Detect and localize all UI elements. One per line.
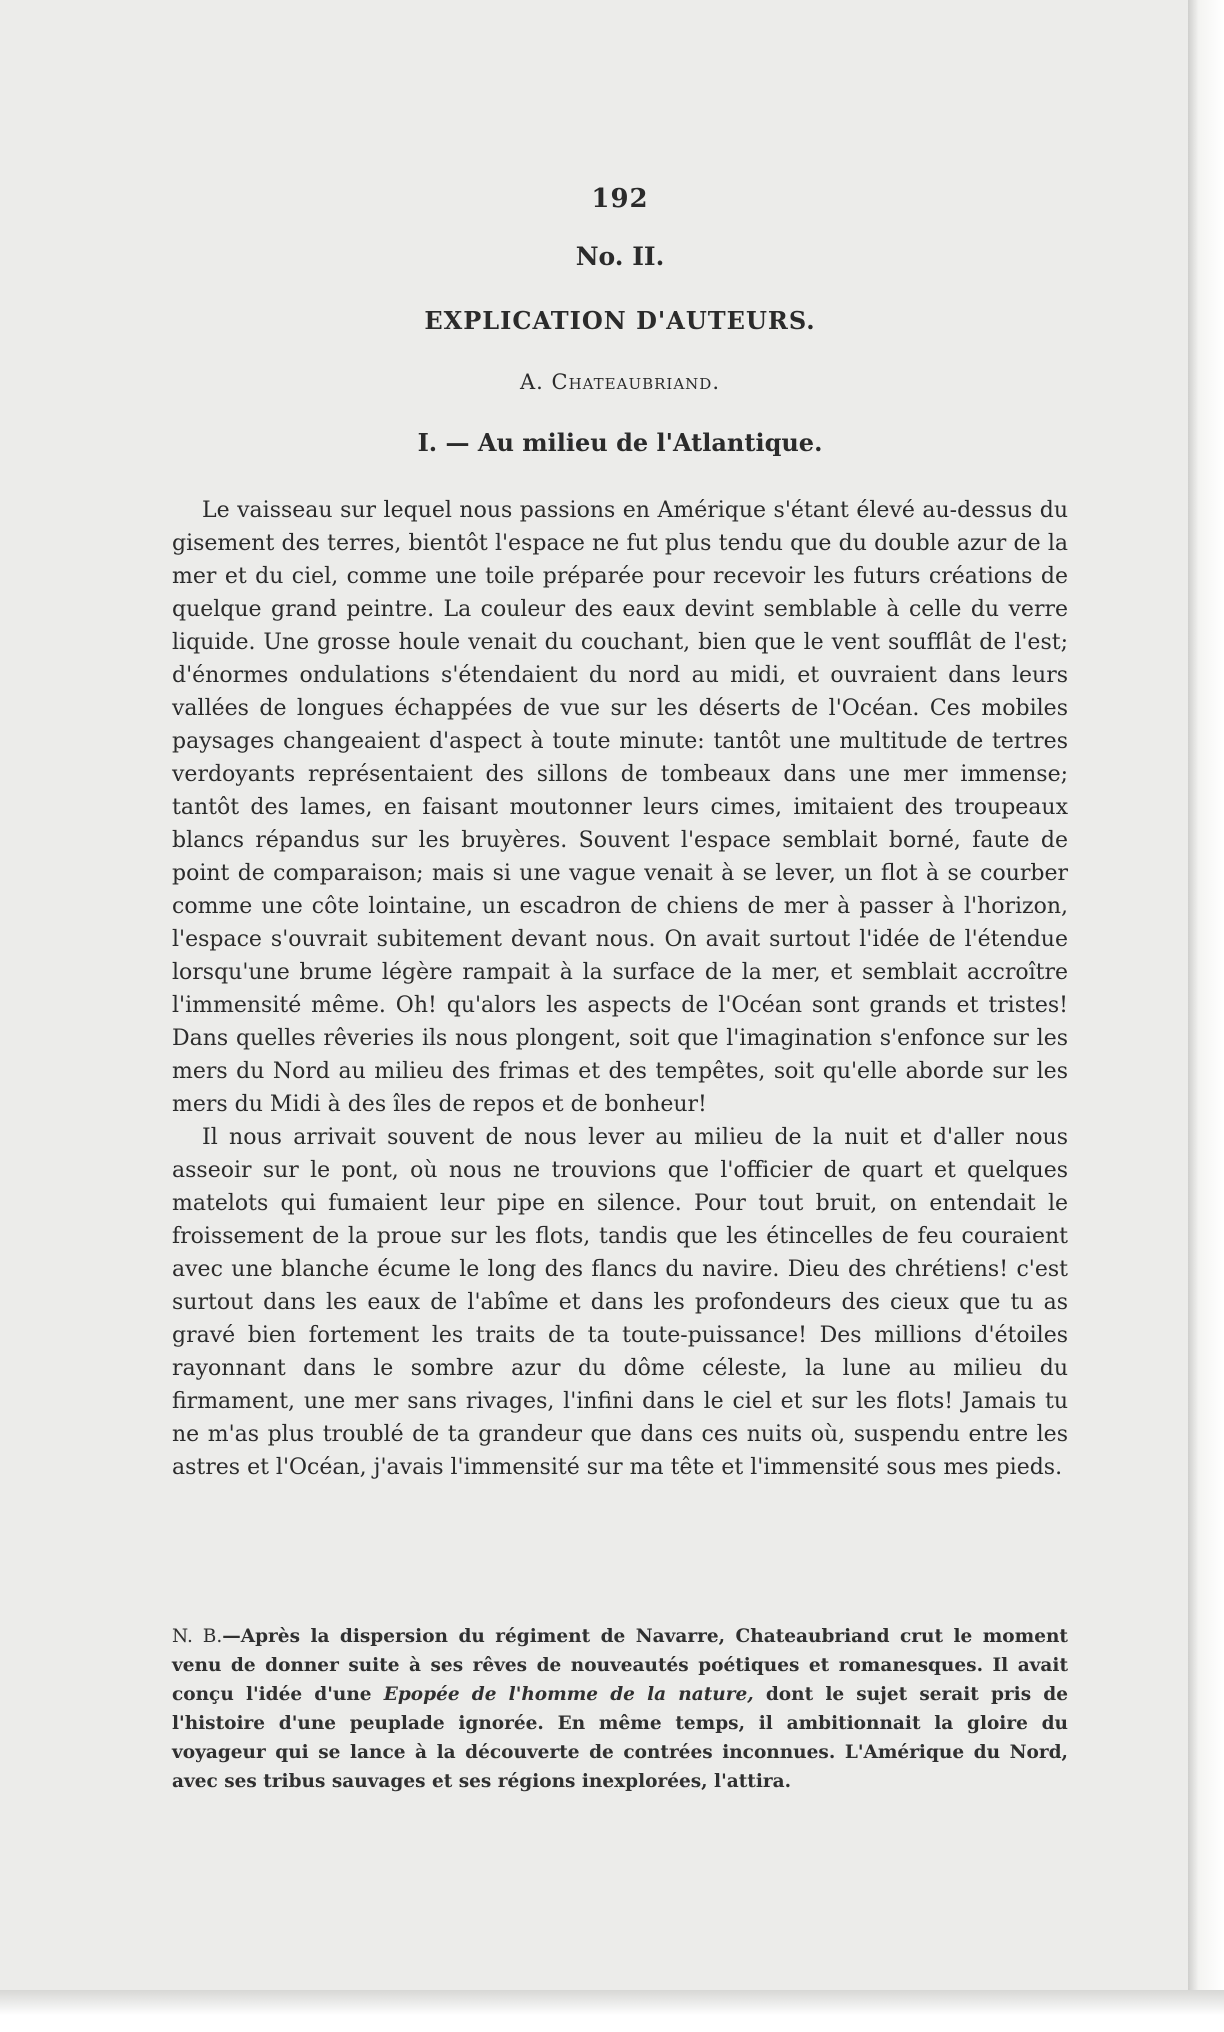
page-edge-bottom [0,1990,1224,2032]
footnote-text: —Après la dispersion du régiment de Navarre, Chateaubriand crut le moment venu de donner suite à ses rêves de nouveautés poétiques et romanesques. Il avait conçu l'idée d'une [172,1626,1068,1705]
footnote-label: N. B. [172,1626,223,1647]
chapter-title: I. — Au milieu de l'Atlantique. [417,428,823,457]
paragraph: Il nous arrivait souvent de nous lever au milieu de la nuit et d'aller nous asseoir sur le pont, où nous ne trouvions que l'officier de quart et quelques matelots qui fumaient leur pipe en silence. Pour tout bruit, on entendait le froissement de la proue sur les flots, tandis que les étincelles de feu couraient avec une blanche écume le long des flancs du navire. Dieu des chrétiens! c'est surtout dans les eaux de l'abîme et dans les profondeurs des cieux que tu as gravé bien fortement les traits de ta toute-puissance! Des millions d'étoiles rayonnant dans le sombre azur du dôme céleste, la lune au milieu du firmament, une mer sans rivages, l'infini dans le ciel et sur les flots! Jamais tu ne m'as plus troublé de ta grandeur que dans ces nuits où, suspendu entre les astres et l'Océan, j'avais l'immensité sur ma tête et l'immensité sous mes pieds. [172,1125,1068,1480]
footnote-work-title: Epopée de l'homme de la nature, [383,1684,754,1705]
section-title: EXPLICATION D'AUTEURS. [424,306,816,335]
body-text [172,494,1068,1484]
document-number: No. II. [575,242,665,271]
author-heading: A. Chateaubriand. [519,370,720,394]
footnote-text-end: dont le sujet serait pris de l'histoire d'une peuplade ignorée. En même temps, il ambitionnait la gloire du voyageur qui se lance à la découverte de contrées inconnues. L'Amérique du Nord, avec ses tribus sauvages et ses régions inexplorées, l'attira. [172,1684,1069,1792]
page-number: 192 [591,184,649,214]
footnote [172,1622,1068,1796]
paragraph: Le vaisseau sur lequel nous passions en Amérique s'étant élevé au-dessus du gisement des terres, bientôt l'espace ne fut plus tendu que du double azur de la mer et du ciel, comme une toile préparée pour recevoir les futurs créations de quelque grand peintre. La couleur des eaux devint semblable à celle du verre liquide. Une grosse houle venait du couchant, bien que le vent soufflât de l'est; d'énormes ondulations s'étendaient du nord au midi, et ouvraient dans leurs vallées de longues échappées de vue sur les déserts de l'Océan. Ces mobiles paysages changeaient d'aspect à toute minute: tantôt une multitude de tertres verdoyants représentaient des sillons de tombeaux dans une mer immense; tantôt des lames, en faisant moutonner leurs cimes, imitaient des troupeaux blancs répandus sur les bruyères. Souvent l'espace semblait borné, faute de point de comparaison; mais si une vague venait à se lever, un flot à se courber comme une côte lointaine, un escadron de chiens de mer à passer à l'horizon, l'espace s'ouvrait subitement devant nous. On avait surtout l'idée de l'étendue lorsqu'une brume légère rampait à la surface de la mer, et semblait accroître l'immensité même. Oh! qu'alors les aspects de l'Océan sont grands et tristes! Dans quelles rêveries ils nous plongent, soit que l'imagination s'enfonce sur les mers du Nord au milieu des frimas et des tempêtes, soit qu'elle aborde sur les mers du Midi à des îles de repos et de bonheur! [172,498,1068,1117]
page-edge-right [1188,0,1224,2032]
